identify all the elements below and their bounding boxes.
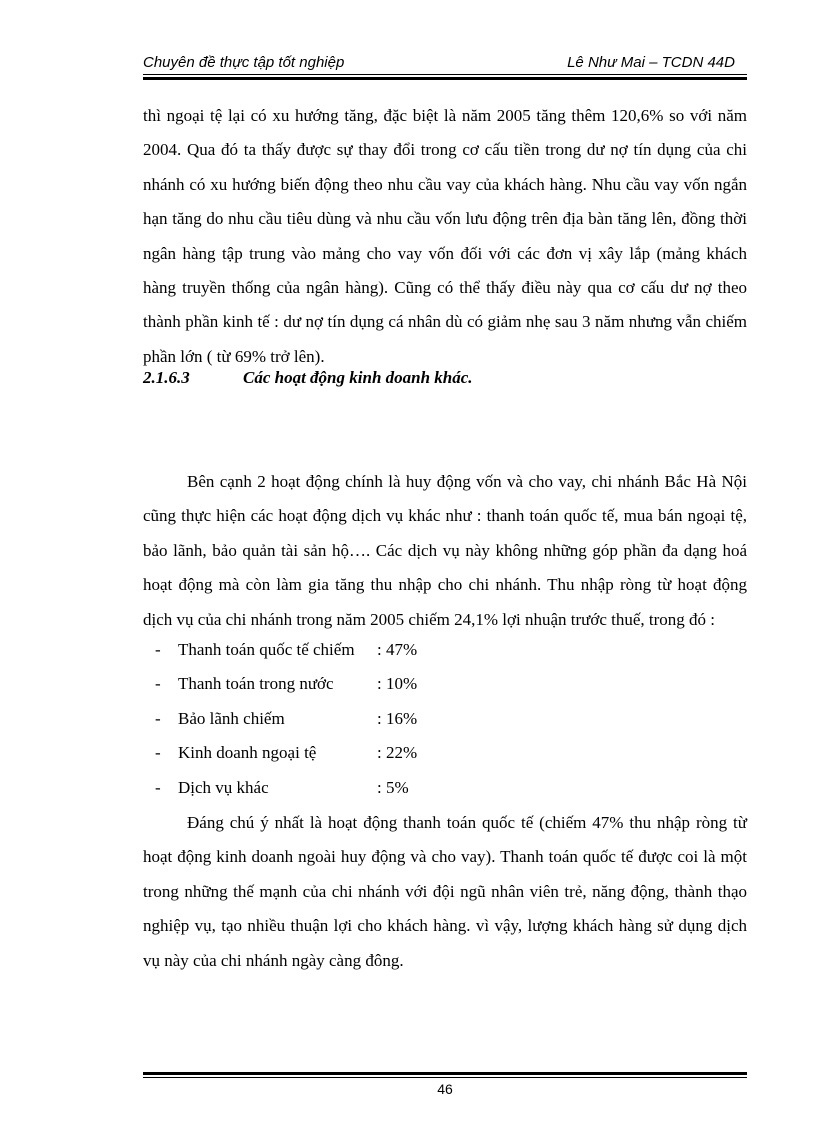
list-dash: - [155, 708, 161, 728]
paragraph-1: thì ngoại tệ lại có xu hướng tăng, đặc biệt là năm 2005 tăng thêm 120,6% so với năm 2004. Qua đó ta thấy được sự thay đổi trong cơ cấu tiền trong dư nợ tín dụng của chi nhánh có xu hướng biến động theo nhu cầu vay của khách hàng. Nhu cầu vay vốn ngắn hạn tăng do nhu cầu tiêu dùng và nhu cầu vốn lưu động trên địa bàn tăng lên, đồng thời ngân hàng tập trung vào mảng cho vay vốn đối với các đơn vị xây lắp (mảng khách hàng truyền thống của ngân hàng). Cũng có thể thấy điều này qua cơ cấu dư nợ theo thành phần kinh tế : dư nợ tín dụng cá nhân dù có giảm nhẹ sau 3 năm nhưng vẫn chiếm phần lớn ( từ 69% trở lên). [143, 106, 747, 366]
list-dash: - [155, 640, 161, 659]
list-dash: - [155, 674, 161, 694]
list-dash: - [155, 777, 161, 797]
list-item-label: Thanh toán trong nước [178, 674, 334, 694]
list-item-value: : 10% [377, 674, 418, 694]
header-rule-thin [143, 74, 747, 75]
header-document-title: Chuyên đề thực tập tốt nghiệp [143, 54, 345, 71]
list-item-label: Bảo lãnh chiếm [178, 708, 285, 728]
section-title: Các hoạt động kinh doanh khác. [243, 368, 473, 387]
list-item-label: Dịch vụ khác [178, 777, 269, 797]
page-number: 46 [437, 1081, 453, 1097]
page-header [143, 52, 747, 74]
list-item-value: : 5% [377, 777, 409, 797]
list-item [143, 702, 747, 736]
list-dash: - [155, 743, 161, 763]
list-item-value: : 22% [377, 743, 418, 763]
list-item-label: Kinh doanh ngoại tệ [178, 743, 317, 763]
paragraph-2: Bên cạnh 2 hoạt động chính là huy động vốn và cho vay, chi nhánh Bắc Hà Nội cũng thực hiện các hoạt động dịch vụ khác như : thanh toán quốc tế, mua bán ngoại tệ, bảo lãnh, bảo quản tài sản hộ…. Các dịch vụ này không những góp phần đa dạng hoá hoạt động mà còn làm gia tăng thu nhập cho chi nhánh. Thu nhập ròng từ hoạt động dịch vụ của chi nhánh trong năm 2005 chiếm 24,1% lợi nhuận trước thuế, trong đó : [143, 472, 747, 629]
list-item [143, 736, 747, 770]
list-item [143, 771, 747, 805]
section-number: 2.1.6.3 [143, 368, 190, 387]
list-item-value: : 16% [377, 708, 418, 728]
income-breakdown-list [143, 633, 747, 805]
list-item [143, 667, 747, 701]
list-item-value: : 47% [377, 640, 418, 659]
section-heading [143, 365, 473, 391]
list-item-label: Thanh toán quốc tế chiếm [178, 640, 355, 659]
list-item [143, 633, 747, 667]
header-rule-thick [143, 77, 747, 80]
paragraph-3: Đáng chú ý nhất là hoạt động thanh toán quốc tế (chiếm 47% thu nhập ròng từ hoạt động kinh doanh ngoài huy động và cho vay). Thanh toán quốc tế được coi là một trong những thế mạnh của chi nhánh với đội ngũ nhân viên trẻ, năng động, thành thạo nghiệp vụ, tạo nhiều thuận lợi cho khách hàng. vì vậy, lượng khách hàng sử dụng dịch vụ này của chi nhánh ngày càng đông. [143, 813, 747, 970]
footer-rule-thick [143, 1072, 747, 1075]
header-author: Lê Như Mai – TCDN 44D [567, 54, 735, 71]
footer-rule-thin [143, 1077, 747, 1078]
